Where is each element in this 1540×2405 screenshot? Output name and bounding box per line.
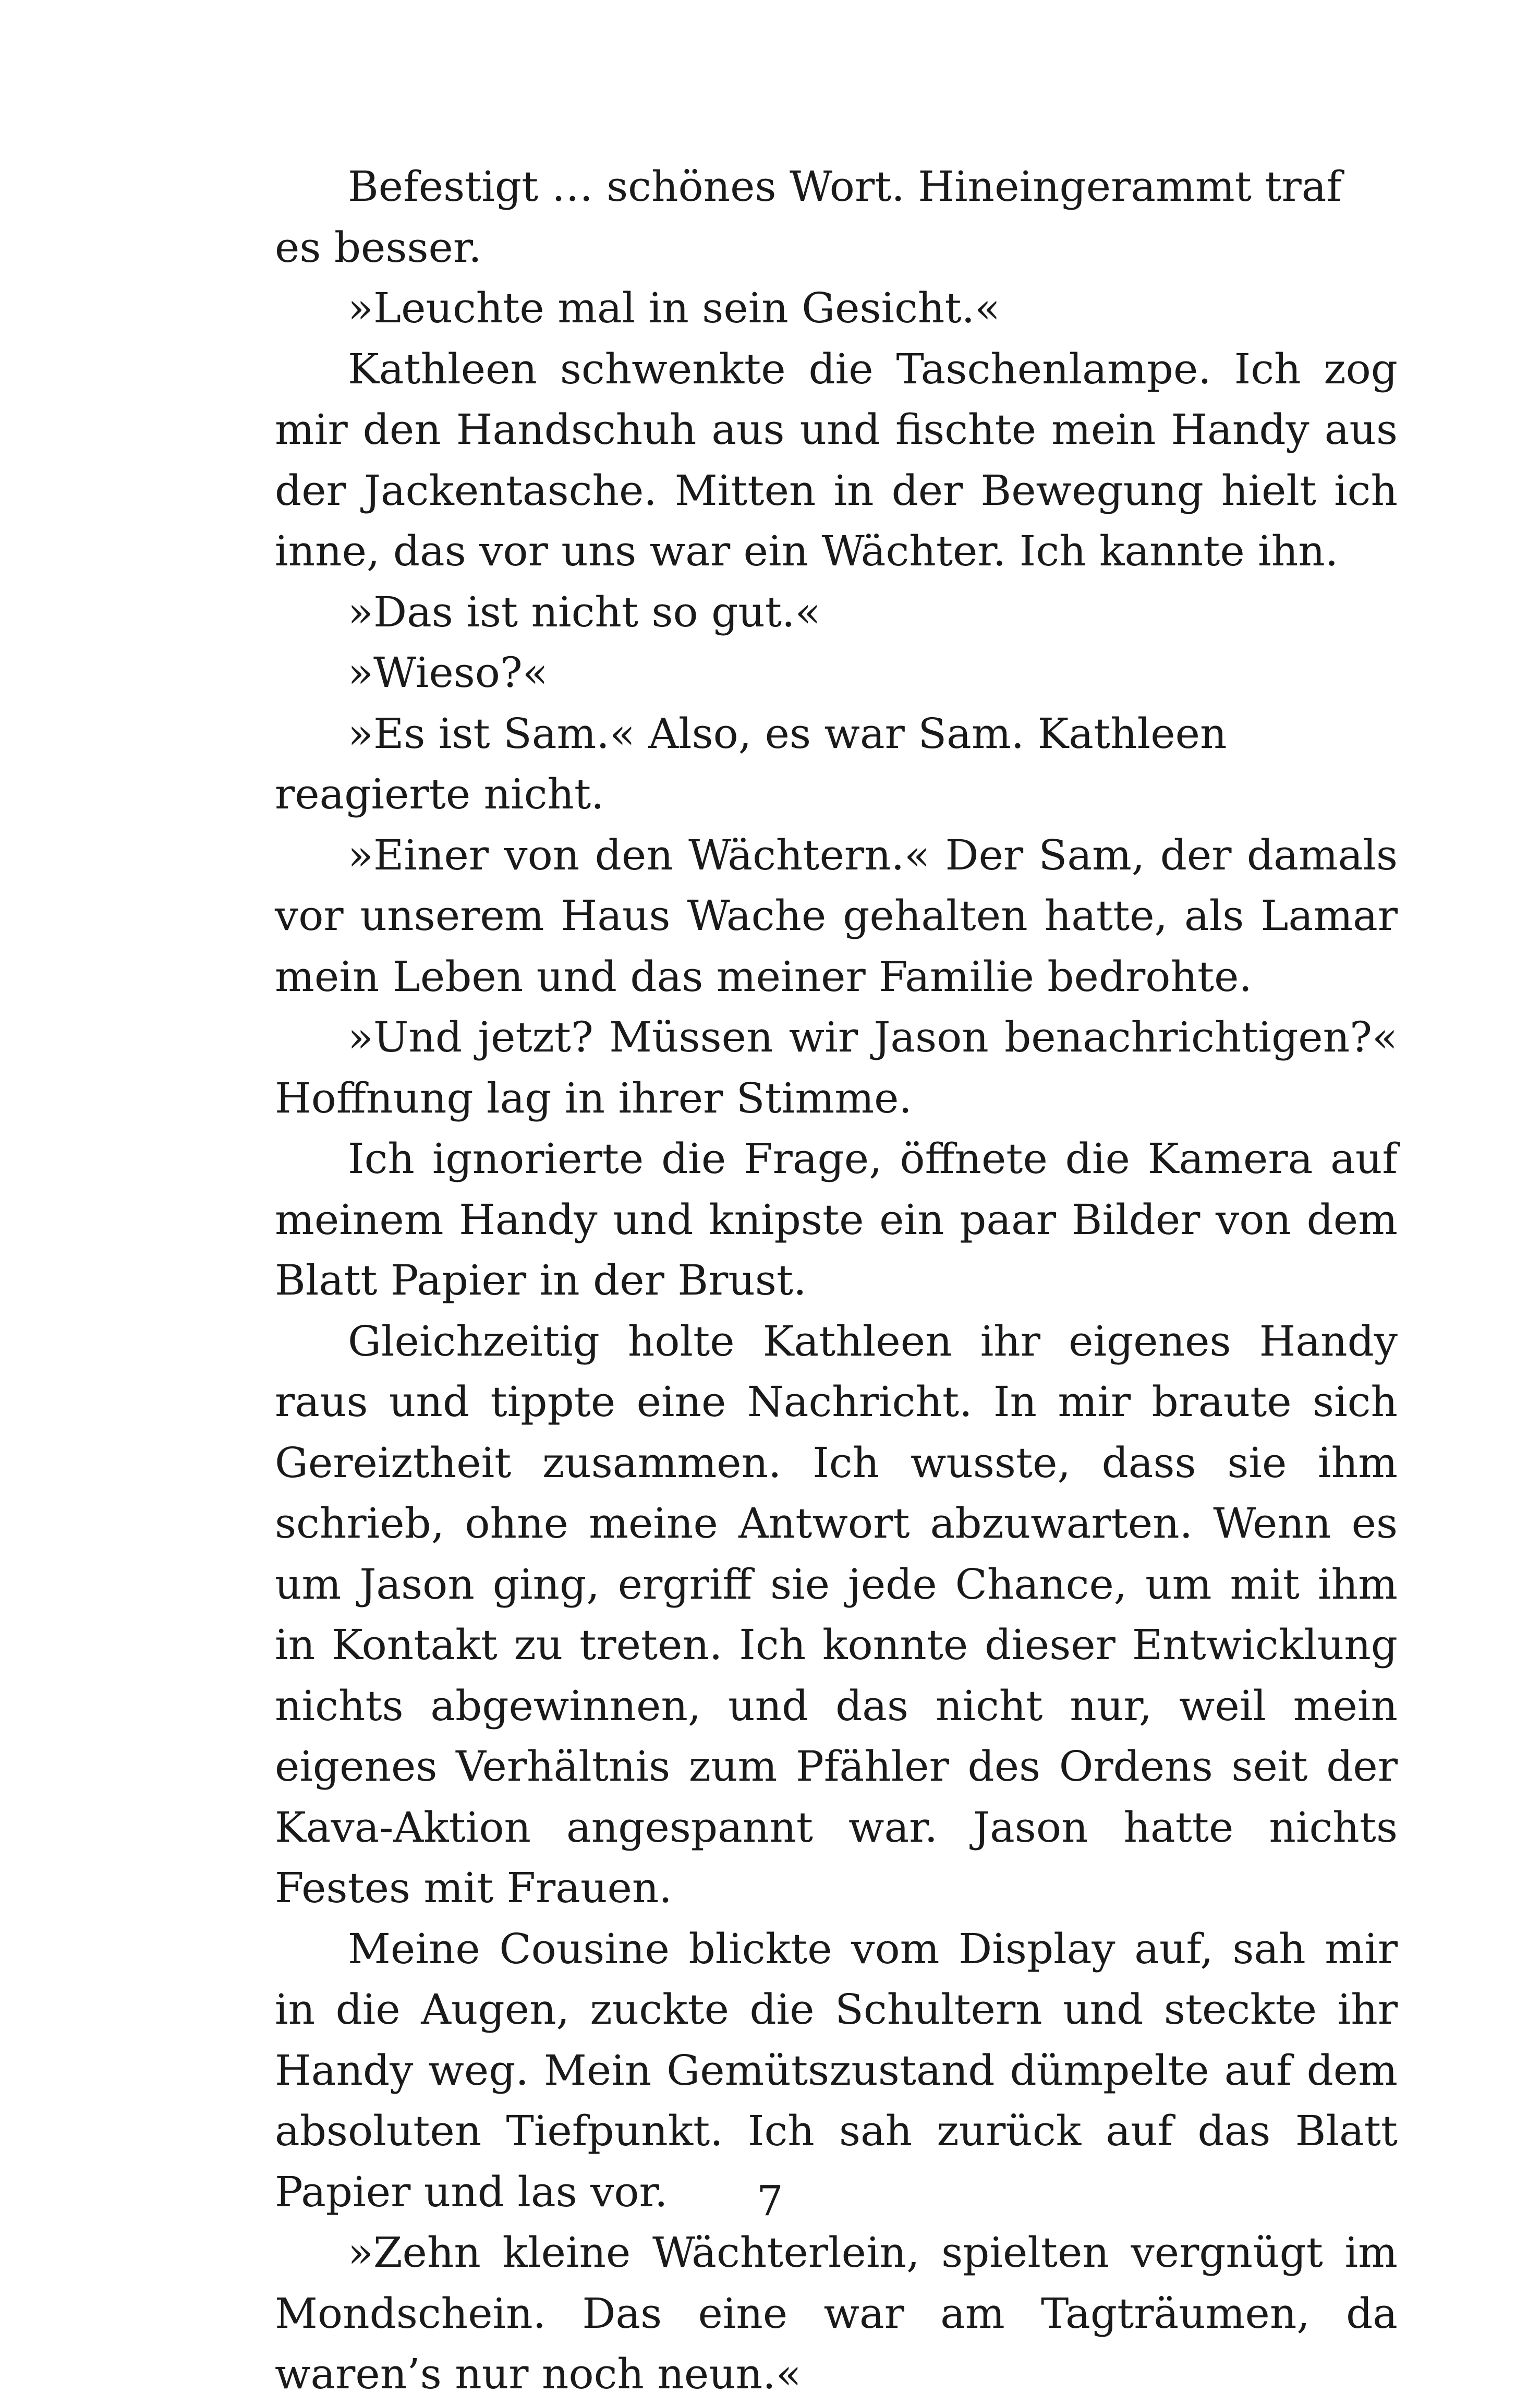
paragraph: Ich ignorierte die Frage, öffnete die Kamera auf meinem Handy und knipste ein paar Bilder von dem Blatt Papier in der Brust. xyxy=(275,1134,1398,1304)
paragraph: Befestigt … schönes Wort. Hineingerammt traf es besser. xyxy=(275,162,1342,272)
body-text xyxy=(275,156,1398,2405)
paragraph: »Leuchte mal in sein Gesicht.« xyxy=(348,284,1000,332)
paragraph: »Wieso?« xyxy=(348,648,548,697)
paragraph: »Es ist Sam.« Also, es war Sam. Kathleen reagierte nicht. xyxy=(275,709,1227,818)
paragraph: »Zehn kleine Wächterlein, spielten vergnügt im Mondschein. Das eine war am Tagträumen, da waren’s nur noch neun.« xyxy=(275,2228,1398,2398)
paragraph: Meine Cousine blickte vom Display auf, sah mir in die Augen, zuckte die Schultern und steckte ihr Handy weg. Mein Gemütszustand dümpelte auf dem absoluten Tiefpunkt. Ich sah zurück auf das Blatt Papier und las vor. xyxy=(275,1924,1398,2216)
paragraph: »Einer von den Wächtern.« Der Sam, der damals vor unserem Haus Wache gehalten hatte, als Lamar mein Leben und das meiner Familie bedrohte. xyxy=(275,830,1398,1001)
paragraph: Gleichzeitig holte Kathleen ihr eigenes Handy raus und tippte eine Nachricht. In mir braute sich Gereiztheit zusammen. Ich wusste, dass sie ihm schrieb, ohne meine Antwort abzuwarten. Wenn es um Jason ging, ergriff sie jede Chance, um mit ihm in Kontakt zu treten. Ich konnte dieser Entwicklung nichts abgewinnen, und das nicht nur, weil mein eigenes Verhältnis zum Pfähler des Ordens seit der Kava-Aktion angespannt war. Jason hatte nichts Festes mit Frauen. xyxy=(275,1316,1398,1912)
paragraph: Kathleen schwenkte die Taschenlampe. Ich zog mir den Handschuh aus und fischte mein Handy aus der Jackentasche. Mitten in der Bewegung hielt ich inne, das vor uns war ein Wächter. Ich kannte ihn. xyxy=(275,344,1398,575)
paragraph: »Und jetzt? Müssen wir Jason benachrichtigen?« Hoffnung lag in ihrer Stimme. xyxy=(275,1013,1398,1122)
paragraph: »Das ist nicht so gut.« xyxy=(348,587,821,636)
page-number: 7 xyxy=(757,2177,783,2225)
